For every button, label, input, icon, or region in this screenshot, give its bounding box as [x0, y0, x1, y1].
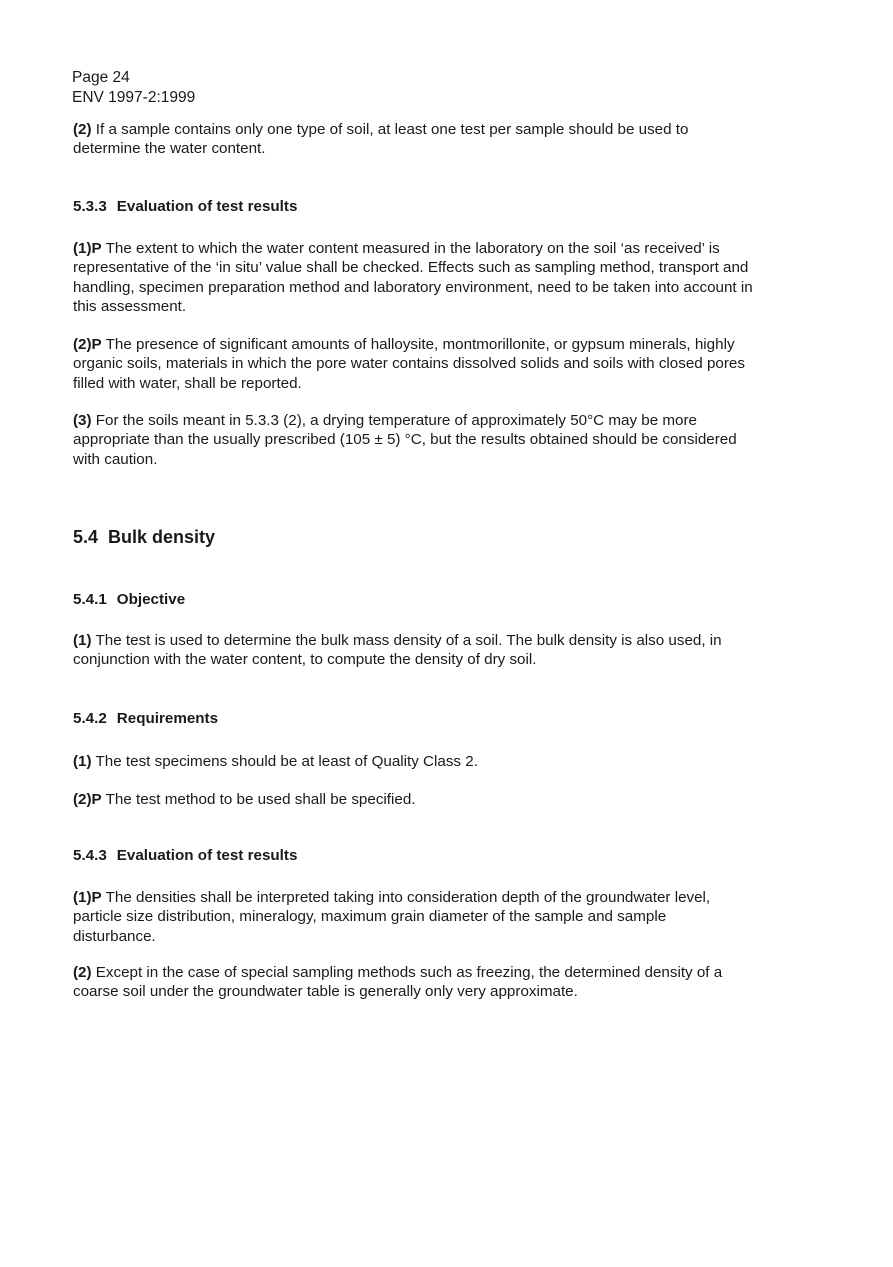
paragraph-text: The extent to which the water content measured in the laboratory on the soil ‘as received’ is representative of the ‘in situ’ value shall be checked. Effects such as sampling method, transport and handling, specimen preparation method and laboratory environment, need to be taken into account in this assessment.: [73, 240, 753, 315]
paragraph-number: (2)P: [73, 336, 102, 353]
section-title: Evaluation of test results: [116, 198, 298, 215]
paragraph-text: The test is used to determine the bulk mass density of a soil. The bulk density is also used, in conjunction with the water content, to compute the density of dry soil.: [73, 632, 722, 669]
paragraph-text: For the soils meant in 5.3.3 (2), a drying temperature of approximately 50°C may be more appropriate than the usually prescribed (105 ± 5) °C, but the results obtained should be considered with caution.: [73, 412, 737, 468]
paragraph-number: (1)P: [73, 889, 102, 906]
section-number: 5.4.3: [73, 847, 107, 864]
paragraph: [73, 120, 753, 159]
section-number: 5.4.2: [73, 710, 107, 727]
paragraph-text: The presence of significant amounts of halloysite, montmorillonite, or gypsum minerals, highly organic soils, materials in which the pore water contains dissolved solids and soils with closed pores filled with water, shall be reported.: [73, 336, 745, 392]
section-heading-5-4: [73, 527, 215, 548]
paragraph-number: (2)P: [73, 791, 102, 808]
section-title: Evaluation of test results: [116, 847, 298, 864]
section-title: Requirements: [116, 710, 219, 727]
paragraph-number: (2): [73, 121, 92, 138]
section-title: Objective: [116, 591, 186, 608]
section-number: 5.4: [73, 527, 99, 547]
paragraph: [73, 963, 753, 1002]
section-number: 5.4.1: [73, 591, 107, 608]
paragraph: [73, 888, 753, 946]
page-number: Page 24: [72, 69, 130, 86]
paragraph: [73, 752, 753, 771]
paragraph-text: The densities shall be interpreted taking into consideration depth of the groundwater level, particle size distribution, mineralogy, maximum grain diameter of the sample and sample disturbance.: [73, 889, 711, 945]
paragraph-text: If a sample contains only one type of soil, at least one test per sample should be used to determine the water content.: [73, 121, 689, 158]
paragraph-number: (1)P: [73, 240, 102, 257]
paragraph-text: Except in the case of special sampling methods such as freezing, the determined density of a coarse soil under the groundwater table is generally only very approximate.: [73, 964, 723, 1001]
paragraph-number: (2): [73, 964, 92, 981]
section-title: Bulk density: [108, 527, 216, 547]
paragraph: [73, 335, 753, 393]
paragraph-number: (3): [73, 412, 92, 429]
section-number: 5.3.3: [73, 198, 107, 215]
document-code: ENV 1997-2:1999: [72, 89, 196, 106]
paragraph-number: (1): [73, 632, 92, 649]
paragraph: [73, 790, 753, 809]
paragraph: [73, 411, 753, 469]
section-heading-5-4-2: [73, 710, 218, 727]
section-heading-5-4-3: [73, 847, 297, 864]
paragraph-number: (1): [73, 753, 92, 770]
paragraph: [73, 239, 753, 316]
section-heading-5-4-1: [73, 591, 185, 608]
paragraph-text: The test specimens should be at least of Quality Class 2.: [91, 753, 478, 770]
paragraph-text: The test method to be used shall be specified.: [101, 791, 416, 808]
section-heading-5-3-3: [73, 198, 297, 215]
paragraph: [73, 631, 753, 670]
